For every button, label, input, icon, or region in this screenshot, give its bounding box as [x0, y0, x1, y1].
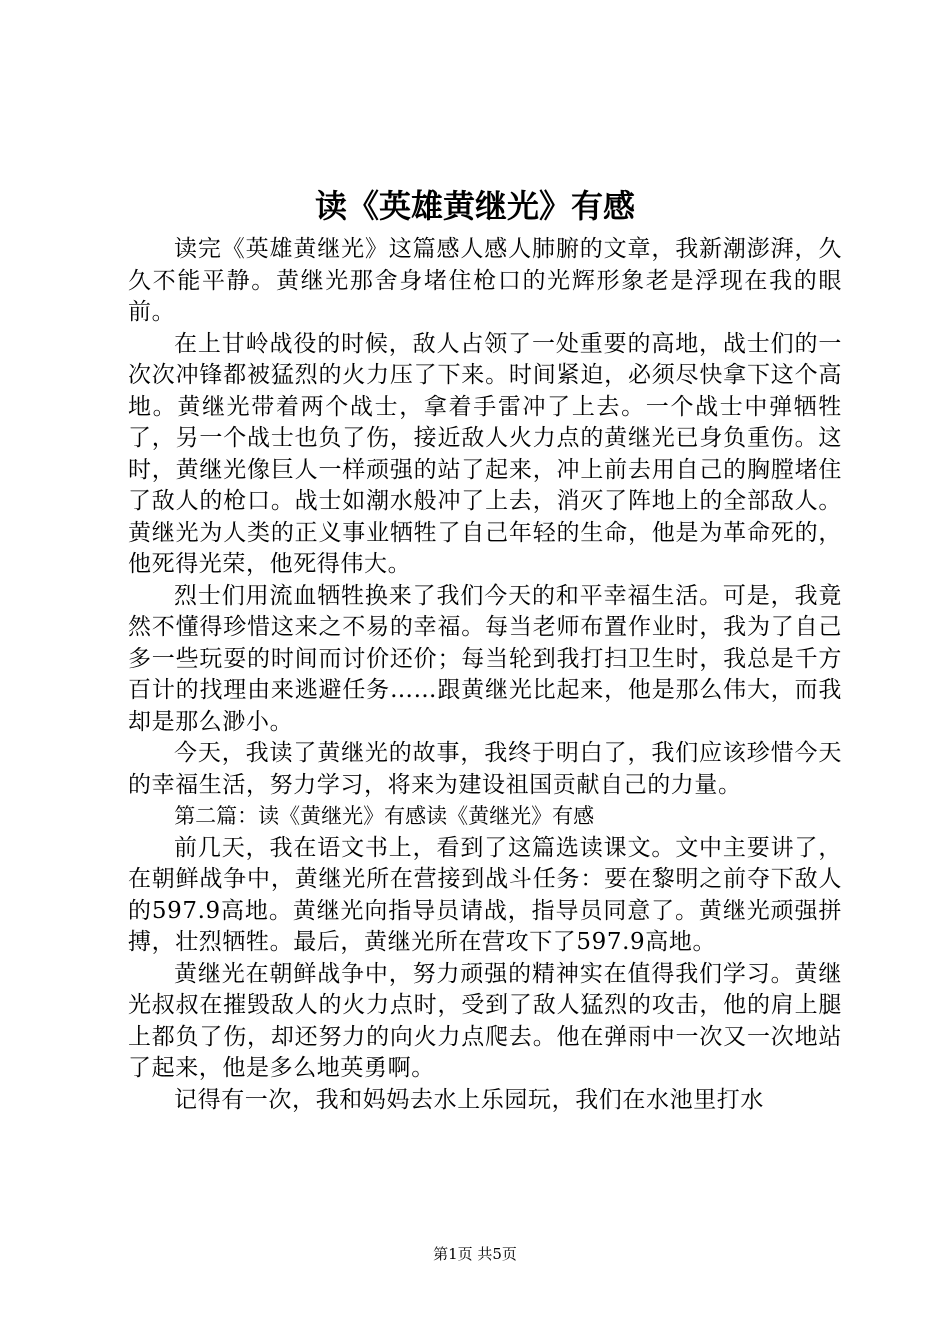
paragraph: 前几天，我在语文书上，看到了这篇选读课文。文中主要讲了，在朝鲜战争中，黄继光所在营接到战斗任务：要在黎明之前夺下敌人的597.9高地。黄继光向指导员请战，指导员同意了。黄继光顽强拼搏，壮烈牺牲。最后，黄继光所在营攻下了597.9高地。: [128, 834, 842, 955]
paragraph: 烈士们用流血牺牲换来了我们今天的和平幸福生活。可是，我竟然不懂得珍惜这来之不易的幸福。每当老师布置作业时，我为了自己多一些玩耍的时间而讨价还价；每当轮到我打扫卫生时，我总是千方百计的找理由来逃避任务……跟黄继光比起来，他是那么伟大，而我却是那么渺小。: [128, 582, 842, 735]
page-number-footer: 第1页 共5页: [433, 1245, 517, 1263]
section-heading: 第二篇：读《黄继光》有感读《黄继光》有感: [174, 804, 595, 828]
paragraph: 黄继光在朝鲜战争中，努力顽强的精神实在值得我们学习。黄继光叔叔在摧毁敌人的火力点时，受到了敌人猛烈的攻击，他的肩上腿上都负了伤，却还努力的向火力点爬去。他在弹雨中一次又一次地站了起来，他是多么地英勇啊。: [128, 960, 842, 1081]
paragraph: 在上甘岭战役的时候，敌人占领了一处重要的高地，战士们的一次次冲锋都被猛烈的火力压了下来。时间紧迫，必须尽快拿下这个高地。黄继光带着两个战士，拿着手雷冲了上去。一个战士中弹牺牲了，另一个战士也负了伤，接近敌人火力点的黄继光已身负重伤。这时，黄继光像巨人一样顽强的站了起来，冲上前去用自己的胸膛堵住了敌人的枪口。战士如潮水般冲了上去，消灭了阵地上的全部敌人。黄继光为人类的正义事业牺牲了自己年轻的生命，他是为革命死的，他死得光荣，他死得伟大。: [128, 330, 842, 577]
document-title: 读《英雄黄继光》有感: [314, 187, 635, 225]
paragraph: 读完《英雄黄继光》这篇感人感人肺腑的文章，我新潮澎湃，久久不能平静。黄继光那舍身堵住枪口的光辉形象老是浮现在我的眼前。: [128, 236, 842, 325]
document-body: [128, 234, 842, 1116]
paragraph: 记得有一次，我和妈妈去水上乐园玩，我们在水池里打水: [174, 1086, 764, 1113]
paragraph: 今天，我读了黄继光的故事，我终于明白了，我们应该珍惜今天的幸福生活，努力学习，将来为建设祖国贡献自己的力量。: [128, 740, 842, 798]
